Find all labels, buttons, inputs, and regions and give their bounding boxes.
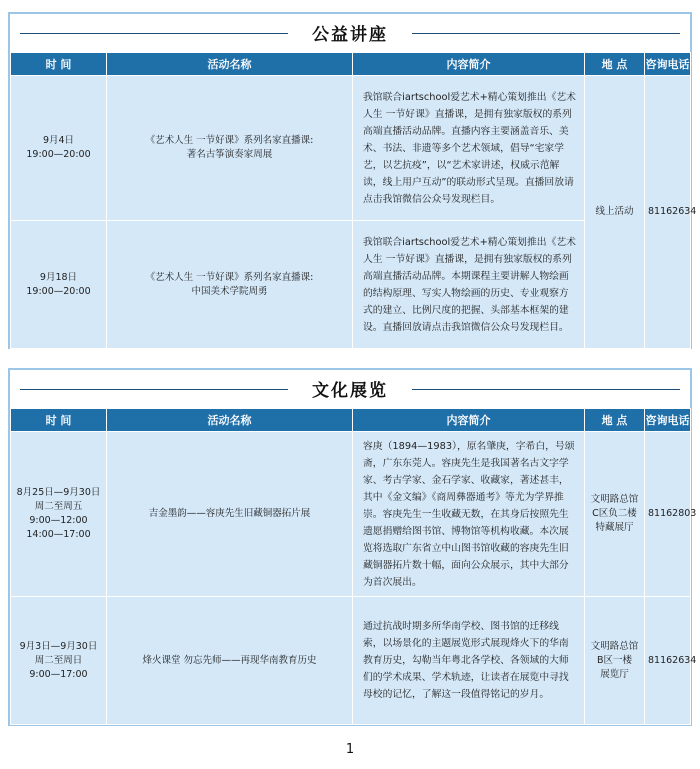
column-header-name: 活动名称	[107, 53, 353, 76]
event-name: 烽火课堂 勿忘先师——再现华南教育历史	[107, 597, 353, 725]
lectures-section-title	[10, 14, 690, 52]
column-header-time: 时 间	[11, 53, 107, 76]
event-name: 《艺术人生 一节好课》系列名家直播课: 著名古筝演奏家周展	[107, 76, 353, 221]
table-row	[11, 76, 691, 221]
event-time: 9月18日 19:00—20:00	[11, 221, 107, 349]
page-number: 1	[345, 742, 355, 757]
table-header-row	[11, 409, 691, 432]
exhibitions-title: 文化展览	[312, 381, 388, 401]
exhibitions-panel	[8, 368, 697, 726]
lectures-title: 公益讲座	[312, 25, 388, 45]
event-description: 我馆联合iartschool爱艺术+精心策划推出《艺术人生 一节好课》直播课，是拥有独家版权的系列高端直播活动品牌。本期课程主要讲解人物绘画的结构原理、写实人物绘画的历史、专业观察方式的建立、比例尺度的把握、头部基本框架的建设。直播回放请点击我馆微信公众号发现栏目。	[353, 221, 585, 349]
lectures-table	[10, 52, 697, 349]
column-header-location: 地 点	[585, 409, 645, 432]
table-row	[11, 597, 691, 725]
event-description: 通过抗战时期多所华南学校、图书馆的迁移线索，以场景化的主题展览形式展现烽火下的华南教育历史，勾勒当年粤北各学校、各领域的大师们的学术成果、学术轨迹，让读者在展览中寻找母校的记忆，了解这一段值得铭记的岁月。	[353, 597, 585, 725]
lectures-panel	[8, 12, 697, 349]
exhibitions-table	[10, 408, 697, 725]
event-description: 我馆联合iartschool爱艺术+精心策划推出《艺术人生 一节好课》直播课，是拥有独家版权的系列高端直播活动品牌。直播内容主要涵盖音乐、美术、书法、非遗等多个艺术领域，倡导“宅家学艺，以艺抗疫”，以“艺术家讲述，权威示范解读，线上用户互动”的联动形式呈现。直播回放请点击我馆微信公众号发现栏目。	[353, 76, 585, 221]
table-header-row	[11, 53, 691, 76]
event-time: 8月25日—9月30日 周二至周五 9:00—12:00 14:00—17:00	[11, 432, 107, 597]
column-header-name: 活动名称	[107, 409, 353, 432]
event-phone: 81162803	[645, 432, 691, 597]
event-name: 《艺术人生 一节好课》系列名家直播课: 中国美术学院周勇	[107, 221, 353, 349]
column-header-desc: 内容简介	[353, 53, 585, 76]
event-phone: 81162634	[645, 76, 691, 349]
event-location: 文明路总馆 C区负二楼 特藏展厅	[585, 432, 645, 597]
title-rule-right	[412, 389, 680, 390]
event-time: 9月3日—9月30日 周二至周日 9:00—17:00	[11, 597, 107, 725]
event-location: 文明路总馆 B区一楼 展览厅	[585, 597, 645, 725]
table-row	[11, 432, 691, 597]
title-rule-right	[412, 33, 680, 34]
event-time: 9月4日 19:00—20:00	[11, 76, 107, 221]
event-location: 线上活动	[585, 76, 645, 349]
column-header-phone: 咨询电话	[645, 53, 691, 76]
column-header-time: 时 间	[11, 409, 107, 432]
event-name: 吉金墨韵——容庚先生旧藏铜器拓片展	[107, 432, 353, 597]
exhibitions-section-title	[10, 370, 690, 408]
column-header-desc: 内容简介	[353, 409, 585, 432]
event-description: 容庚（1894—1983），原名肇庚，字希白，号颂斋，广东东莞人。容庚先生是我国著名古文字学家、考古学家、金石学家、收藏家，著述甚丰，其中《金文编》《商周彝器通考》等尤为学界推崇。容庚先生一生收藏无数，在其身后按照先生遗愿捐赠给图书馆、博物馆等机构收藏。本次展览将选取广东省立中山图书馆收藏的容庚先生旧藏铜器拓片数十幅，面向公众展示，其中大部分为首次展出。	[353, 432, 585, 597]
column-header-location: 地 点	[585, 53, 645, 76]
column-header-phone: 咨询电话	[645, 409, 691, 432]
event-phone: 81162634	[645, 597, 691, 725]
